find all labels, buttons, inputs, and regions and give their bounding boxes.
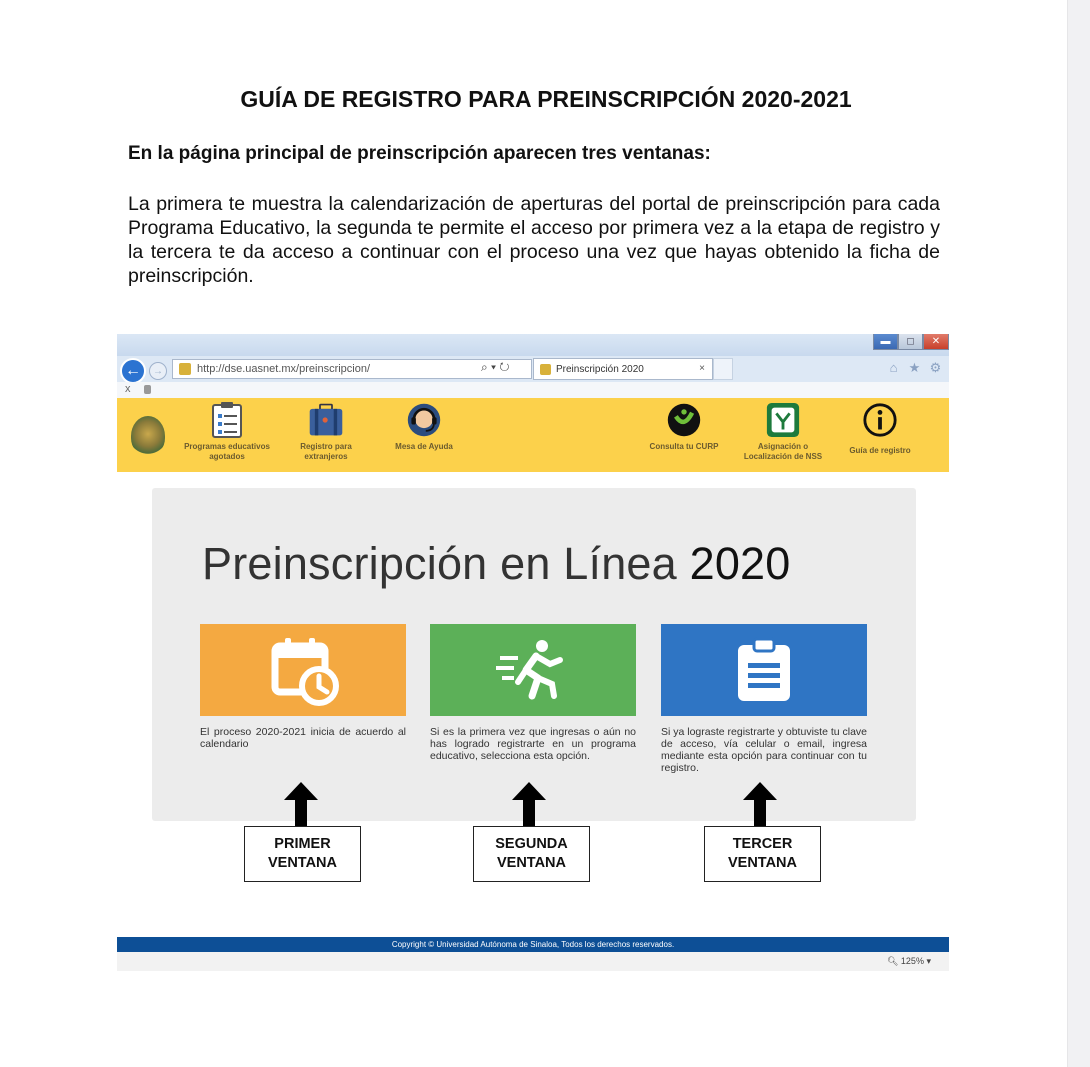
browser-titlebar — [117, 334, 949, 356]
up-arrow-icon — [512, 782, 546, 826]
browser-statusbar — [117, 952, 949, 971]
favicon-icon — [179, 363, 191, 375]
nav-programas-agotados[interactable] — [181, 402, 273, 462]
callout-line: PRIMER — [274, 836, 331, 852]
calendar-clock-icon — [267, 634, 339, 706]
nav-label: Mesa de Ayuda — [395, 442, 453, 451]
zoom-control[interactable] — [887, 956, 931, 967]
zoom-icon: 🔍︎ — [886, 956, 899, 966]
heading-year: 2020 — [689, 538, 791, 589]
cmdbar-close-icon[interactable]: x — [125, 383, 131, 395]
nav-label: Consulta tu CURP — [649, 442, 719, 451]
up-arrow-icon — [743, 782, 777, 826]
settings-gear-icon[interactable]: ⚙ — [929, 359, 942, 375]
zoom-level: 125% — [900, 956, 924, 966]
page-scrollbar[interactable] — [1067, 0, 1090, 1067]
command-bar — [117, 382, 949, 398]
nav-label: Programas educativos agotados — [184, 442, 270, 461]
card-registro[interactable] — [430, 624, 636, 716]
checklist-icon — [209, 402, 245, 438]
document-paragraph: La primera te muestra la calendarización de aperturas del portal de preinscripción para cada Programa Educativo, la segunda te permite el acceso por primera vez a la etapa de registro y la tercera te da acceso a continuar con el proceso una vez que hayas obtenido la ficha de preinscripción. — [128, 193, 940, 287]
back-arrow-icon[interactable]: ← — [120, 358, 146, 384]
callout-line: VENTANA — [727, 855, 797, 871]
callout-line: VENTANA — [267, 855, 337, 871]
card-description: Si es la primera vez que ingresas o aún no has logrado registrarte en un programa educativo, selecciona esta opción. — [430, 726, 636, 762]
maximize-icon[interactable]: ◻ — [898, 334, 923, 350]
card-continuar[interactable] — [661, 624, 867, 716]
callout-primer-ventana — [244, 826, 361, 882]
nav-mesa-ayuda[interactable] — [381, 402, 467, 452]
browser-tab[interactable] — [533, 358, 713, 380]
shield-icon[interactable] — [144, 385, 151, 394]
document-subtitle: En la página principal de preinscripción aparecen tres ventanas: — [128, 143, 711, 164]
callout-line: SEGUNDA — [495, 836, 568, 852]
browser-screenshot — [117, 334, 949, 971]
chevron-down-icon[interactable]: ▾ — [926, 956, 931, 966]
address-bar[interactable] — [172, 359, 532, 379]
tab-title: Preinscripción 2020 — [556, 363, 644, 375]
site-navbar — [117, 398, 949, 472]
nav-asignacion-nss[interactable] — [735, 402, 831, 462]
info-icon — [862, 402, 898, 438]
minimize-icon[interactable]: ▬ — [873, 334, 898, 350]
browser-toolbar-right — [886, 360, 943, 375]
nav-registro-extranjeros[interactable] — [289, 402, 363, 462]
headset-icon — [406, 402, 442, 438]
nav-label: Registro para extranjeros — [300, 442, 352, 461]
imss-icon — [765, 402, 801, 438]
card-calendario[interactable] — [200, 624, 406, 716]
new-tab-button[interactable] — [713, 358, 733, 380]
clipboard-icon — [734, 637, 794, 703]
main-panel — [152, 488, 916, 821]
nav-guia-registro[interactable] — [837, 402, 923, 456]
uas-logo-icon[interactable] — [131, 416, 165, 456]
site-footer: Copyright © Universidad Autónoma de Sinaloa, Todos los derechos reservados. — [117, 937, 949, 952]
curp-icon — [666, 402, 702, 438]
running-person-icon — [496, 638, 570, 702]
card-description: Si ya lograste registrarte y obtuviste tu clave de acceso, vía celular o email, ingresa mediante esta opción para continuar con tu registro. — [661, 726, 868, 774]
favorites-star-icon[interactable]: ★ — [908, 359, 921, 375]
nav-label: Guía de registro — [849, 446, 911, 455]
window-controls — [873, 334, 949, 350]
callout-line: VENTANA — [496, 855, 566, 871]
callout-tercer-ventana — [704, 826, 821, 882]
close-icon[interactable]: ✕ — [923, 334, 949, 350]
up-arrow-icon — [284, 782, 318, 826]
suitcase-icon — [308, 402, 344, 438]
nav-label: Asignación o Localización de NSS — [743, 442, 823, 461]
tab-favicon-icon — [540, 364, 551, 375]
callout-segunda-ventana — [473, 826, 590, 882]
address-url: http://dse.uasnet.mx/preinscripcion/ — [197, 363, 371, 375]
heading-text: Preinscripción en Línea — [202, 538, 677, 589]
browser-navbar — [117, 356, 949, 382]
panel-heading — [202, 538, 791, 590]
search-refresh-icon[interactable]: ⌕ ▾ ↻ — [481, 360, 510, 374]
home-icon[interactable]: ⌂ — [889, 360, 898, 375]
callout-line: TERCER — [732, 836, 793, 852]
document-title: GUÍA DE REGISTRO PARA PREINSCRIPCIÓN 2020-2021 — [240, 86, 852, 112]
forward-arrow-icon[interactable]: → — [149, 362, 167, 380]
nav-consulta-curp[interactable] — [641, 402, 727, 452]
tab-close-icon[interactable]: × — [699, 363, 705, 374]
card-description: El proceso 2020-2021 inicia de acuerdo al calendario — [200, 726, 406, 750]
